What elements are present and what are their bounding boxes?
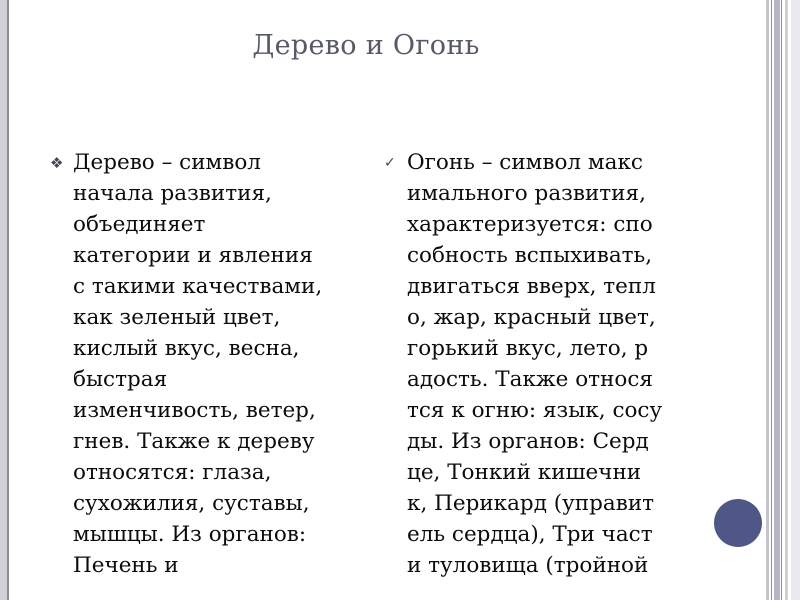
- right-border-stripe: [766, 0, 769, 600]
- text-line: с такими качествами,: [73, 274, 323, 299]
- right-border-stripe: [774, 0, 780, 600]
- right-border-stripe: [785, 0, 788, 600]
- text-line: кислый вкус, весна,: [73, 336, 300, 361]
- slide-title: Дерево и Огонь: [252, 30, 480, 61]
- text-line: Огонь – символ макс: [407, 150, 643, 175]
- text-line: характеризуется: спо: [407, 212, 653, 237]
- diamond-cluster-icon: ❖: [50, 154, 64, 172]
- left-border-decoration: [0, 0, 7, 600]
- text-line: Печень и: [73, 553, 179, 578]
- right-border-stripe: [771, 0, 772, 600]
- left-border-line: [7, 0, 9, 600]
- text-line: собность вспыхивать,: [407, 243, 653, 268]
- text-line: начала развития,: [73, 181, 272, 206]
- right-border-stripe: [781, 0, 782, 600]
- text-line: относятся: глаза,: [73, 460, 272, 485]
- text-line: ды. Из органов: Серд: [407, 429, 649, 454]
- checkmark-icon: ✓: [384, 155, 396, 171]
- left-paragraph: [73, 147, 361, 581]
- text-line: быстрая: [73, 367, 168, 392]
- text-line: изменчивость, ветер,: [73, 398, 316, 423]
- text-line: объединяет: [73, 212, 206, 237]
- text-line: двигаться вверх, тепл: [407, 274, 656, 299]
- right-paragraph: [407, 147, 707, 581]
- text-line: Дерево – символ: [73, 150, 261, 175]
- text-line: ель сердца), Три част: [407, 522, 653, 547]
- text-line: категории и явления: [73, 243, 313, 268]
- text-line: к, Перикард (управит: [407, 491, 655, 516]
- text-line: сухожилия, суставы,: [73, 491, 310, 516]
- text-line: адость. Также относя: [407, 367, 653, 392]
- text-line: как зеленый цвет,: [73, 305, 281, 330]
- text-line: це, Тонкий кишечни: [407, 460, 642, 485]
- circle-nav-icon[interactable]: [714, 499, 762, 547]
- text-line: и туловища (тройной: [407, 553, 649, 578]
- text-line: имального развития,: [407, 181, 646, 206]
- text-line: о, жар, красный цвет,: [407, 305, 656, 330]
- text-line: тся к огню: язык, сосу: [407, 398, 663, 423]
- text-line: мышцы. Из органов:: [73, 522, 307, 547]
- right-border-stripe: [791, 0, 800, 600]
- text-line: горький вкус, лето, р: [407, 336, 649, 361]
- text-line: гнев. Также к дереву: [73, 429, 315, 454]
